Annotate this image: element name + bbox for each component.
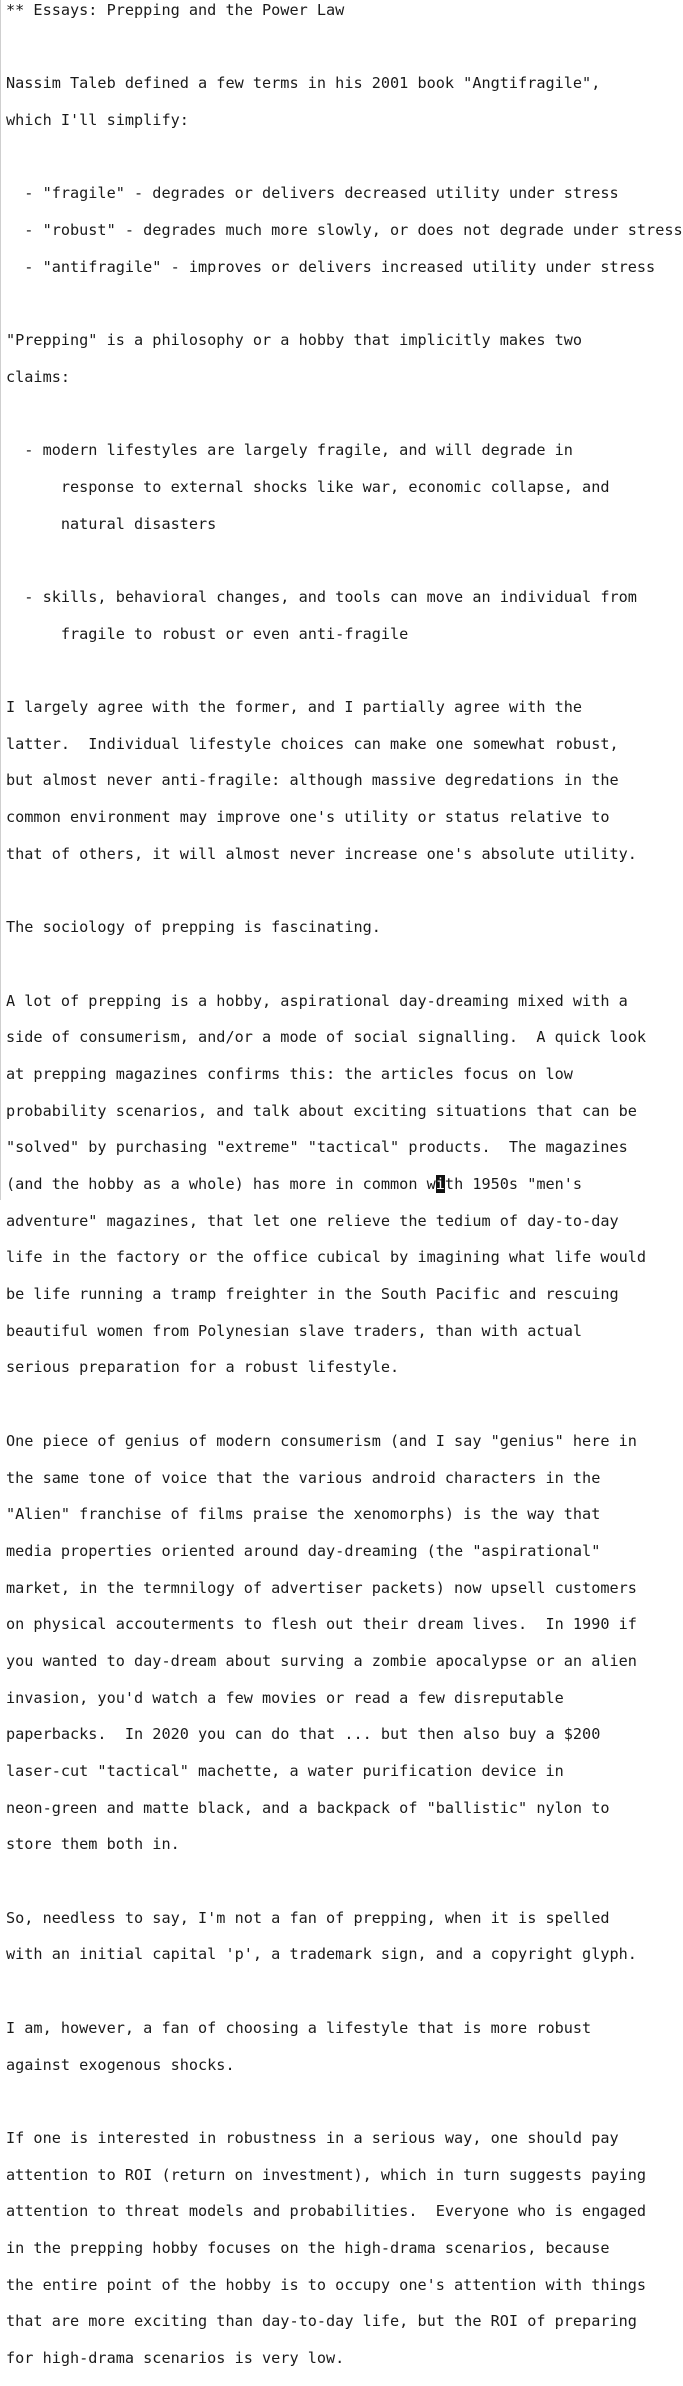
- text-line: [6, 405, 683, 423]
- text-line: beautiful women from Polynesian slave traders, than with actual: [6, 1321, 583, 1340]
- heading-line: ** Essays: Prepping and the Power Law: [6, 1, 345, 19]
- text-line: Nassim Taleb defined a few terms in his 2001 book "Angtifragile",: [6, 74, 601, 93]
- text-line: probability scenarios, and talk about exciting situations that can be: [6, 1101, 637, 1120]
- text-line: One piece of genius of modern consumerism (and I say "genius" here in: [6, 1431, 637, 1450]
- text-line: [6, 551, 683, 569]
- list-item-line: - "fragile" - degrades or delivers decreased utility under stress: [6, 184, 619, 203]
- list-item-line: - "robust" - degrades much more slowly, or does not degrade under stress: [6, 221, 683, 240]
- list-item-line: fragile to robust or even anti-fragile: [6, 624, 409, 643]
- text-line: [6, 295, 683, 313]
- cursor-line: [6, 1175, 683, 1193]
- list-item-line: - skills, behavioral changes, and tools can move an individual from: [6, 588, 637, 606]
- text-line: [6, 148, 683, 166]
- text-line: A lot of prepping is a hobby, aspirational day-dreaming mixed with a: [6, 991, 628, 1010]
- text-line: [6, 1982, 683, 2000]
- text-line: The sociology of prepping is fascinating.: [6, 918, 381, 937]
- text-line: store them both in.: [6, 1835, 180, 1854]
- text-line: [6, 661, 683, 679]
- text-line: which I'll simplify:: [6, 111, 189, 130]
- text-line: "Alien" franchise of films praise the xenomorphs) is the way that: [6, 1505, 601, 1524]
- text-line: on physical accouterments to flesh out their dream lives. In 1990 if: [6, 1615, 637, 1634]
- text-line: serious preparation for a robust lifestyle.: [6, 1358, 400, 1377]
- text-line: at prepping magazines confirms this: the articles focus on low: [6, 1064, 573, 1083]
- text-line: that of others, it will almost never increase one's absolute utility.: [6, 844, 637, 863]
- text-line: be life running a tramp freighter in the South Pacific and rescuing: [6, 1285, 619, 1304]
- text-line: [6, 38, 683, 56]
- text-line: but almost never anti-fragile: although massive degredations in the: [6, 771, 619, 790]
- text-line: I largely agree with the former, and I partially agree with the: [6, 698, 583, 717]
- text-line: I am, however, a fan of choosing a lifestyle that is more robust: [6, 2018, 592, 2037]
- text-line: laser-cut "tactical" machette, a water purification device in: [6, 1762, 564, 1780]
- text-line: [6, 1872, 683, 1890]
- text-line: paperbacks. In 2020 you can do that ... but then also buy a $200: [6, 1725, 601, 1744]
- text-line: If one is interested in robustness in a serious way, one should pay: [6, 2128, 619, 2147]
- text-line: for high-drama scenarios is very low.: [6, 2349, 345, 2367]
- text-line: [6, 955, 683, 973]
- text-cursor[interactable]: i: [435, 1175, 445, 1193]
- text-line: So, needless to say, I'm not a fan of prepping, when it is spelled: [6, 1908, 610, 1927]
- text-line: invasion, you'd watch a few movies or read a few disreputable: [6, 1688, 564, 1707]
- text-line: the entire point of the hobby is to occupy one's attention with things: [6, 2275, 647, 2294]
- text-line: common environment may improve one's utility or status relative to: [6, 808, 610, 827]
- cursor-line-before: (and the hobby as a whole) has more in common w: [6, 1175, 436, 1193]
- text-line: latter. Individual lifestyle choices can make one somewhat robust,: [6, 734, 619, 753]
- text-line: [6, 882, 683, 900]
- text-line: "solved" by purchasing "extreme" "tactical" products. The magazines: [6, 1138, 628, 1157]
- text-line: [6, 1395, 683, 1413]
- text-line: media properties oriented around day-dreaming (the "aspirational": [6, 1541, 601, 1560]
- document-text[interactable]: [6, 1, 683, 2386]
- list-item-line: response to external shocks like war, economic collapse, and: [6, 477, 610, 496]
- text-line: "Prepping" is a philosophy or a hobby that implicitly makes two: [6, 331, 583, 350]
- text-line: [6, 2092, 683, 2110]
- text-line: claims:: [6, 367, 71, 386]
- list-item-line: - "antifragile" - improves or delivers increased utility under stress: [6, 257, 656, 276]
- text-line: with an initial capital 'p', a trademark sign, and a copyright glyph.: [6, 1945, 637, 1964]
- text-line: that are more exciting than day-to-day life, but the ROI of preparing: [6, 2312, 637, 2331]
- text-line: market, in the termnilogy of advertiser packets) now upsell customers: [6, 1578, 637, 1597]
- text-line: in the prepping hobby focuses on the high-drama scenarios, because: [6, 2238, 610, 2257]
- text-line: life in the factory or the office cubical by imagining what life would: [6, 1248, 647, 1267]
- cursor-line-after: th 1950s "men's: [444, 1175, 583, 1193]
- text-line: neon-green and matte black, and a backpack of "ballistic" nylon to: [6, 1798, 610, 1817]
- text-line: attention to threat models and probabilities. Everyone who is engaged: [6, 2202, 647, 2221]
- text-line: side of consumerism, and/or a mode of social signalling. A quick look: [6, 1028, 647, 1047]
- text-line: the same tone of voice that the various android characters in the: [6, 1468, 601, 1487]
- list-item-line: natural disasters: [6, 514, 217, 533]
- text-line: against exogenous shocks.: [6, 2055, 235, 2074]
- text-line: you wanted to day-dream about surving a zombie apocalypse or an alien: [6, 1651, 637, 1670]
- text-line: adventure" magazines, that let one relieve the tedium of day-to-day: [6, 1211, 619, 1230]
- list-item-line: - modern lifestyles are largely fragile, and will degrade in: [6, 441, 573, 460]
- text-line: attention to ROI (return on investment), which in turn suggests paying: [6, 2165, 647, 2184]
